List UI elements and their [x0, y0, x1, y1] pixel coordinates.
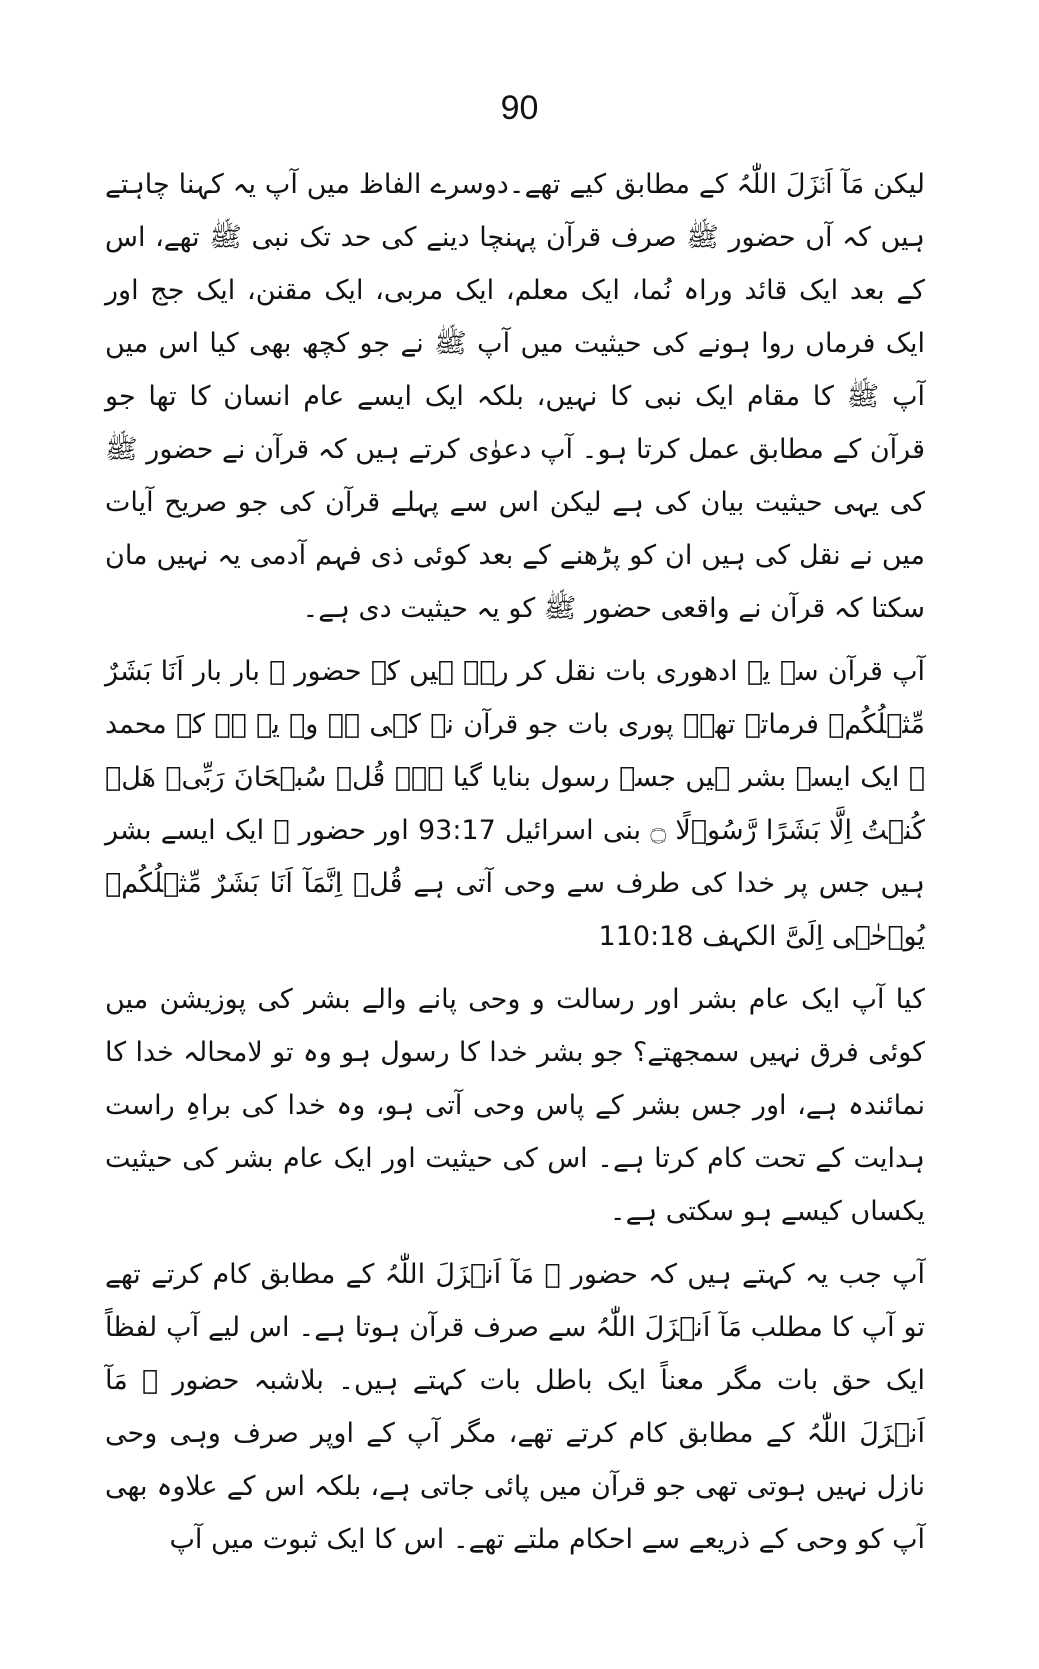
body-text: [105, 158, 925, 1566]
page-number: 90: [500, 89, 539, 127]
paragraph-3: کیا آپ ایک عام بشر اور رسالت و وحی پانے والے بشر کی پوزیشن میں کوئی فرق نہیں سمجھتے؟ جو بشر خدا کا رسول ہو وہ تو لامحالہ خدا کا نمائندہ ہے، اور جس بشر کے پاس وحی آتی ہو، وہ خدا کی براہِ راست ہدایت کے تحت کام کرتا ہے۔ اس کی حیثیت اور ایک عام بشر کی حیثیت یکساں کیسے ہو سکتی ہے۔: [105, 984, 925, 1227]
paragraph-1: لیکن مَآ اَنۡزَلَ اللّٰہُ کے مطابق کیے تھے۔دوسرے الفاظ میں آپ یہ کہنا چاہتے ہیں کہ آں حضور ﷺ صرف قرآن پہنچا دینے کی حد تک نبی ﷺ تھے، اس کے بعد ایک قائد وراہ نُما، ایک معلم، ایک مربی، ایک مقنن، ایک جج اور ایک فرماں روا ہونے کی حیثیت میں آپ ﷺ نے جو کچھ بھی کیا اس میں آپ ﷺ کا مقام ایک نبی کا نہیں، بلکہ ایک ایسے عام انسان کا تھا جو قرآن کے مطابق عمل کرتا ہو۔ آپ دعوٰی کرتے ہیں کہ قرآن نے حضور ﷺ کی یہی حیثیت بیان کی ہے لیکن اس سے پہلے قرآن کی جو صریح آیات میں نے نقل کی ہیں ان کو پڑھنے کے بعد کوئی ذی فہم آدمی یہ نہیں مان سکتا کہ قرآن نے واقعی حضور ﷺ کو یہ حیثیت دی ہے۔: [105, 169, 925, 624]
paragraph-2: آپ قرآن سے یہ ادھوری بات نقل کر رہے ہیں کہ حضور ﷺ بار بار اَنَا بَشَرٌ مِّثۡلُکُمۡ فرماتے تھے۔ پوری بات جو قرآن نے کہی ہے وہ یہ ہے کہ محمد ﷺ ایک ایسے بشر ہیں جسے رسول بنایا گیا ہے۔ قُلۡ سُبۡحَانَ رَبِّیۡ ھَلۡ کُنۡتُ اِلَّا بَشَرًا رَّسُوۡلًا ۝ بنی اسرائیل 93:17 اور حضور ﷺ ایک ایسے بشر ہیں جس پر خدا کی طرف سے وحی آتی ہے قُلۡ اِنَّمَآ اَنَا بَشَرٌ مِّثۡلُکُمۡ یُوۡحٰۤی اِلَیَّ الکہف 110:18: [105, 656, 925, 952]
paragraph-4: آپ جب یہ کہتے ہیں کہ حضور ﷺ مَآ اَنۡزَلَ اللّٰہُ کے مطابق کام کرتے تھے تو آپ کا مطلب مَآ اَنۡزَلَ اللّٰہُ سے صرف قرآن ہوتا ہے۔ اس لیے آپ لفظاً ایک حق بات مگر معناً ایک باطل بات کہتے ہیں۔ بلاشبہ حضور ﷺ مَآ اَنۡزَلَ اللّٰہُ کے مطابق کام کرتے تھے، مگر آپ کے اوپر صرف وہی وحی نازل نہیں ہوتی تھی جو قرآن میں پائی جاتی ہے، بلکہ اس کے علاوہ بھی آپ کو وحی کے ذریعے سے احکام ملتے تھے۔ اس کا ایک ثبوت میں آپ: [105, 1259, 925, 1555]
